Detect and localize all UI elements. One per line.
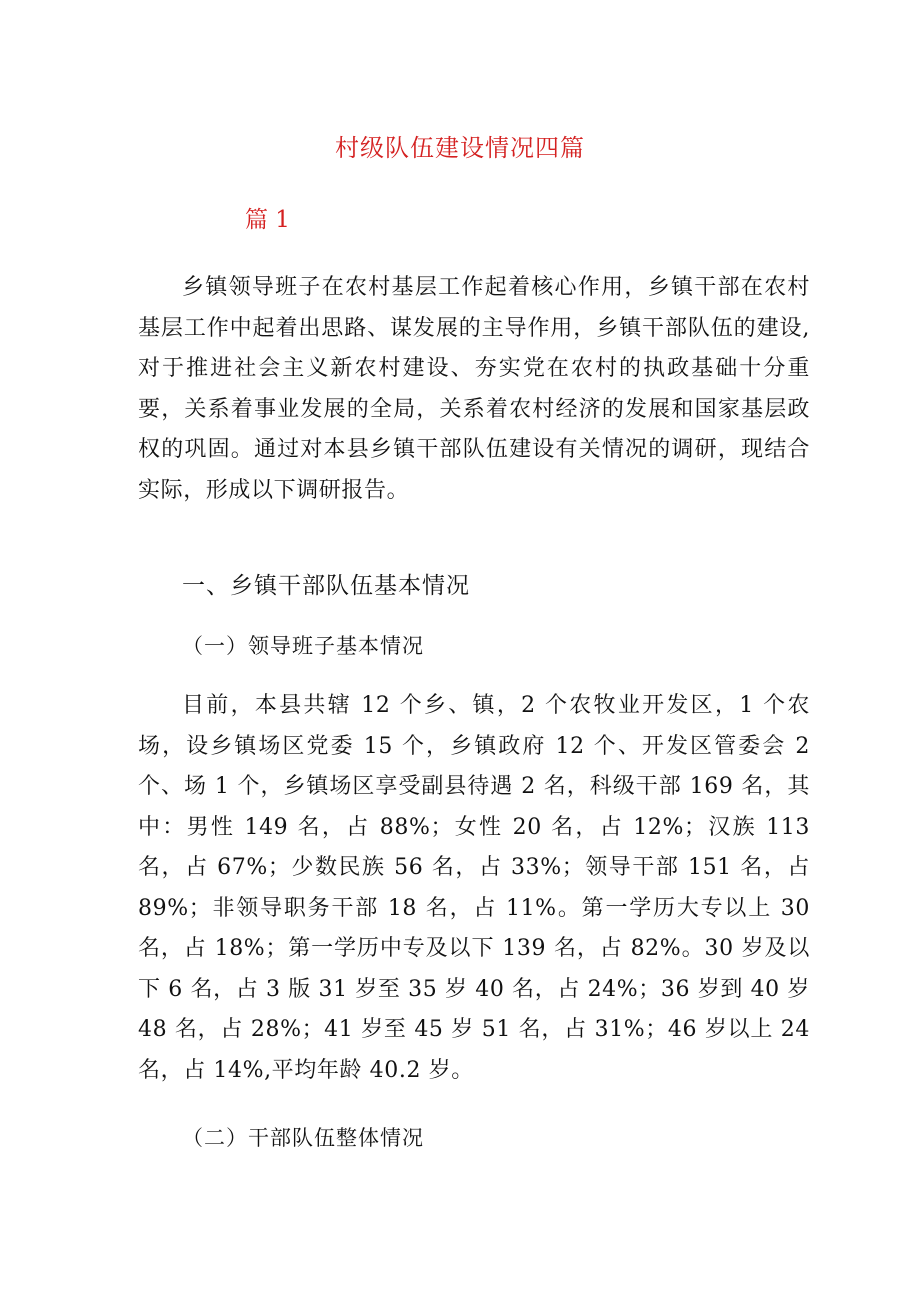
part-heading: 篇 1 [245,207,290,233]
body-paragraph-intro: 乡镇领导班子在农村基层工作起着核心作用，乡镇干部在农村基层工作中起着出思路、谋发展的主导作用，乡镇干部队伍的建设,对于推进社会主义新农村建设、夯实党在农村的执政基础十分重要，关系着事业发展的全局，关系着农村经济的发展和国家基层政权的巩固。通过对本县乡镇干部队伍建设有关情况的调研，现结合实际，形成以下调研报告。 [138,275,810,503]
subsection-heading-overall: （二）干部队伍整体情况 [182,1126,424,1150]
subsection-heading-leadership: （一）领导班子基本情况 [182,634,424,658]
document-title: 村级队伍建设情况四篇 [335,134,585,162]
section-heading-basic-situation: 一、乡镇干部队伍基本情况 [182,573,470,599]
body-paragraph-statistics: 目前，本县共辖 12 个乡、镇，2 个农牧业开发区，1 个农场，设乡镇场区党委 15 个，乡镇政府 12 个、开发区管委会 2 个、场 1 个，乡镇场区享受副县待遇 2 名，科级干部 169 名，其中：男性 149 名，占 88%；女性 20 名，占 12%；汉族 113 名，占 67%；少数民族 56 名，占 33%；领导干部 151 名，占 89%；非领导职务干部 18 名，占 11%。第一学历大专以上 30 名，占 18%；第一学历中专及以下 139 名，占 82%。30 岁及以下 6 名，占 3 版 31 岁至 35 岁 40 名，占 24%；36 岁到 40 岁 48 名，占 28%；41 岁至 45 岁 51 名，占 31%；46 岁以上 24 名，占 14%,平均年龄 40.2 岁。 [138,693,810,1083]
